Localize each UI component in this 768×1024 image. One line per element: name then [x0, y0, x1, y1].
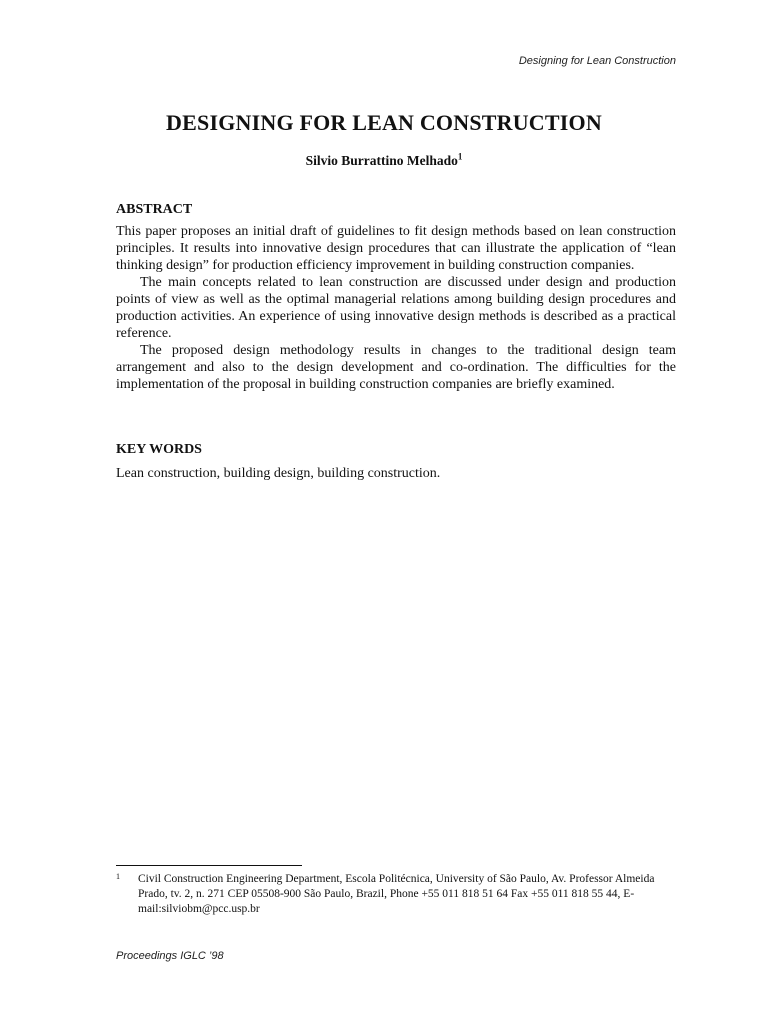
abstract-paragraph-3: The proposed design methodology results in changes to the traditional design team arrangement and also to the design development and co-ordination. The difficulties for the implementation of the proposal in building construction companies are briefly examined. [116, 343, 676, 392]
keywords-heading: KEY WORDS [116, 442, 202, 457]
running-footer: Proceedings IGLC ’98 [116, 950, 224, 962]
footnote-divider [116, 865, 302, 866]
author-name: Silvio Burrattino Melhado [305, 153, 458, 168]
author-line [0, 153, 768, 169]
abstract-heading: ABSTRACT [116, 202, 193, 217]
keywords-text: Lean construction, building design, building construction. [116, 466, 441, 481]
running-header: Designing for Lean Construction [518, 55, 676, 67]
footnote-mark: 1 [116, 872, 120, 881]
abstract-body [116, 223, 676, 393]
abstract-paragraph-1: This paper proposes an initial draft of guidelines to fit design methods based on lean construction principles. It results into innovative design procedures that can illustrate the application of “lean thinking design” for production efficiency improvement in building construction companies. [116, 224, 676, 273]
abstract-paragraph-2: The main concepts related to lean construction are discussed under design and production points of view as well as the optimal managerial relations among building design procedures and production activities. An experience of using innovative design methods is described as a practical reference. [116, 275, 676, 341]
author-footnote-mark: 1 [457, 151, 463, 162]
footnote-text: Civil Construction Engineering Department, Escola Politécnica, University of São Paulo, Av. Professor Almeida Prado, tv. 2, n. 271 CEP 05508-900 São Paulo, Brazil, Phone +55 011 818 51 64 Fax +55 011 818 55 44, E-mail:silviobm@pcc.usp.br [138, 873, 655, 915]
footnote [116, 872, 676, 917]
paper-title: DESIGNING FOR LEAN CONSTRUCTION [166, 110, 602, 135]
